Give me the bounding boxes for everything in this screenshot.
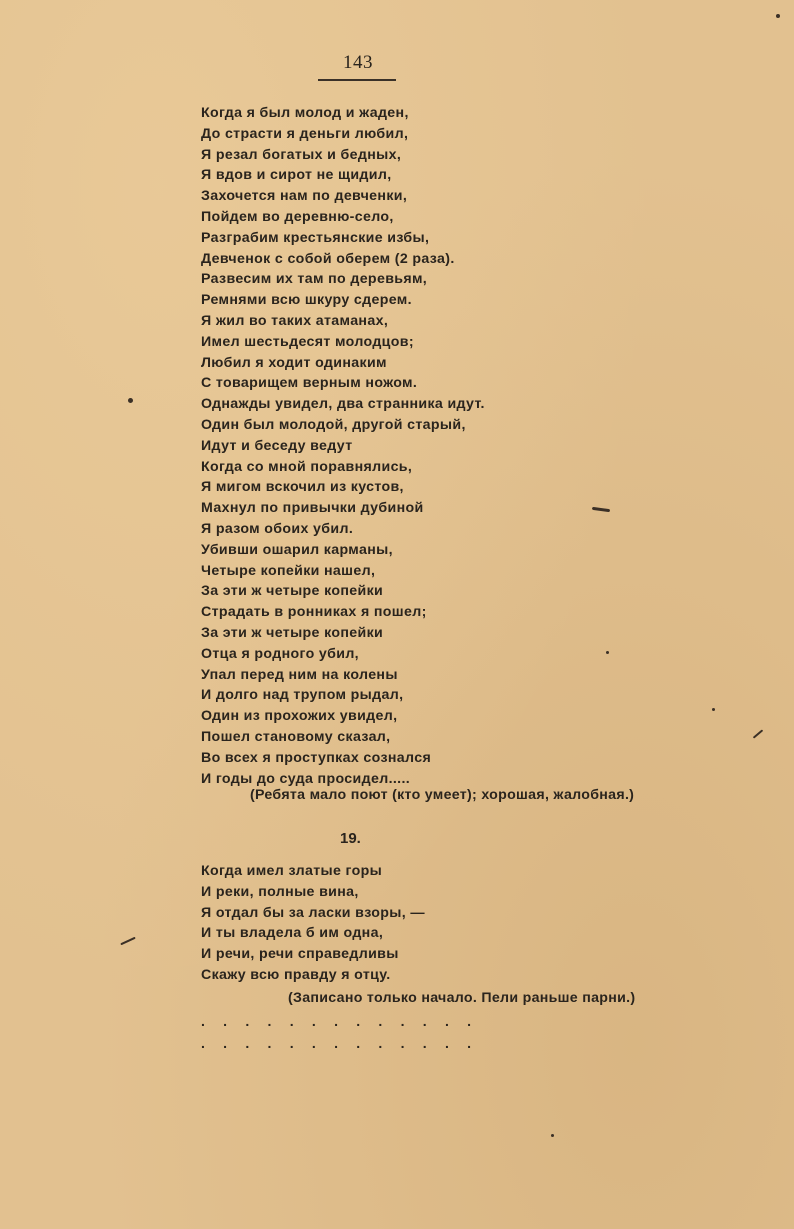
verse-line: Однажды увидел, два странника идут.: [201, 396, 485, 413]
verse-line: Когда я был молод и жаден,: [201, 105, 409, 121]
verse-line: Четыре копейки нашел,: [201, 562, 376, 579]
verse-line: Разграбим крестьянские избы,: [201, 229, 430, 246]
ink-mark: [753, 729, 763, 738]
verse-line: Идут и беседу ведут: [201, 437, 353, 454]
poem-18-note: (Ребята мало поют (кто умеет); хорошая, жалобная.): [250, 787, 635, 803]
verse-line: Один из прохожих увидел,: [201, 708, 398, 725]
section-number: 19.: [340, 830, 361, 847]
verse-line: Когда со мной поравнялись,: [201, 458, 413, 475]
verse-line: Скажу всю правду я отцу.: [201, 966, 391, 983]
verse-line: Махнул по привычки дубиной: [201, 500, 424, 517]
verse-line: До страсти я деньги любил,: [201, 125, 409, 142]
verse-line: Девченок с собой оберем (2 раза).: [201, 250, 455, 267]
poem-19-note: (Записано только начало. Пели раньше парни.): [288, 990, 636, 1006]
ink-speck: [776, 14, 780, 18]
verse-line: Страдать в ронниках я пошел;: [201, 604, 427, 621]
ink-speck: [551, 1134, 554, 1137]
ink-speck: [128, 398, 133, 403]
verse-line: Захочется нам по девченки,: [201, 188, 408, 205]
verse-line: И долго над трупом рыдал,: [201, 687, 404, 704]
verse-line: Пойдем во деревню-село,: [201, 208, 394, 225]
page-number-rule: [318, 79, 396, 81]
verse-line: За эти ж четыре копейки: [201, 624, 384, 641]
verse-line: За эти ж четыре копейки: [201, 583, 384, 600]
verse-line: Когда имел златые горы: [201, 863, 383, 879]
page-number: 143: [343, 52, 373, 73]
verse-line: Я резал богатых и бедных,: [201, 146, 402, 163]
verse-line: Я отдал бы за ласки взоры, —: [201, 904, 425, 921]
ellipsis-line: . . . . . . . . . . . . .: [201, 1035, 479, 1051]
verse-line: Развесим их там по деревьям,: [201, 271, 428, 288]
verse-line: Ремнями всю шкуру сдерем.: [201, 292, 412, 309]
ink-speck: [606, 651, 609, 654]
verse-line: С товарищем верным ножом.: [201, 375, 418, 392]
verse-line: Имел шестьдесят молодцов;: [201, 333, 414, 350]
verse-line: Упал перед ним на колены: [201, 666, 398, 683]
verse-line: Один был молодой, другой старый,: [201, 416, 466, 433]
poem-19-text: [201, 861, 425, 986]
ellipsis-line: . . . . . . . . . . . . .: [201, 1013, 479, 1029]
verse-line: Пошел становому сказал,: [201, 728, 391, 745]
ink-mark: [120, 937, 135, 946]
verse-line: Я мигом вскочил из кустов,: [201, 479, 404, 496]
verse-line: Я вдов и сирот не щидил,: [201, 167, 392, 184]
poem-18-text: [201, 103, 485, 789]
verse-line: И ты владела б им одна,: [201, 925, 384, 942]
verse-line: И годы до суда просидел.....: [201, 770, 411, 787]
verse-line: Убивши ошарил карманы,: [201, 541, 393, 558]
verse-line: Любил я ходит одинаким: [201, 354, 387, 371]
ink-speck: [712, 708, 715, 711]
verse-line: Я разом обоих убил.: [201, 520, 354, 537]
verse-line: И речи, речи справедливы: [201, 946, 399, 963]
ink-mark: [592, 507, 610, 512]
verse-line: Отца я родного убил,: [201, 645, 359, 662]
verse-line: И реки, полные вина,: [201, 883, 359, 900]
verse-line: Во всех я проступках сознался: [201, 749, 432, 766]
verse-line: Я жил во таких атаманах,: [201, 312, 389, 329]
